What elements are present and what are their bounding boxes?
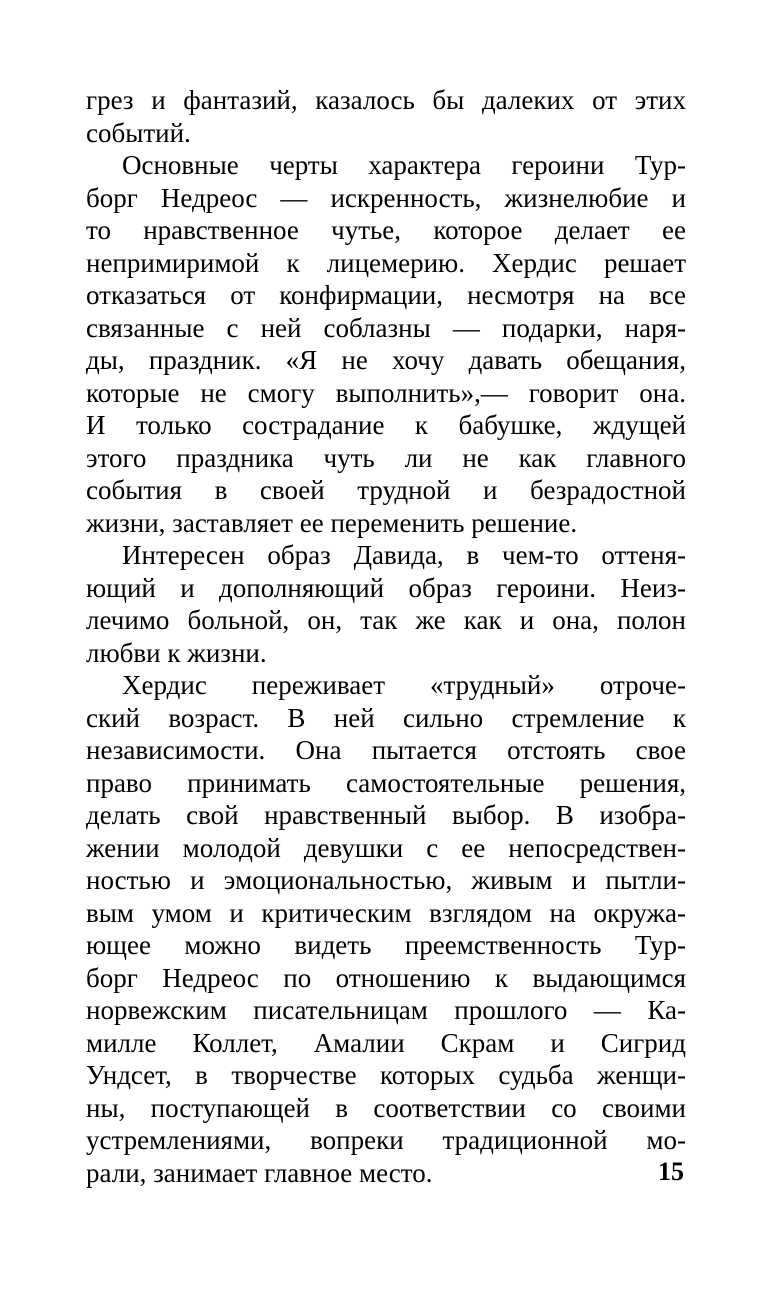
text-line: этого праздника чуть ли не как главного [86, 442, 686, 473]
text-line: Хердис переживает «трудный» отроче- [122, 670, 686, 700]
text-line: ны, поступающей в соответствии со своими [86, 1092, 686, 1123]
text-line: непримиримой к лицемерию. Хердис решает [86, 247, 686, 278]
text-line: милле Коллет, Амалии Скрам и Сигрид [86, 1027, 686, 1058]
text-line: независимости. Она пытается отстоять свое [86, 735, 686, 765]
text-line: событий. [86, 117, 191, 148]
text-line: любви к жизни. [86, 637, 267, 668]
text-line: устремлениями, вопреки традиционной мо- [86, 1125, 686, 1155]
text-line: которые не смогу выполнить»,— говорит она. [86, 377, 686, 408]
text-line: ностью и эмоциональностью, живым и пытли- [86, 865, 686, 895]
text-line: то нравственное чутье, которое делает ее [86, 215, 686, 245]
text-line: ющее можно видеть преемственность Тур- [86, 930, 686, 960]
text-line: Интересен образ Давида, в чем-то оттеня- [122, 540, 686, 570]
text-line: события в своей трудной и безрадостной [86, 475, 686, 505]
text-line: рали, занимает главное место. [86, 1157, 433, 1188]
text-line: ющий и дополняющий образ героини. Неиз- [86, 572, 686, 603]
text-line: жении молодой девушки с ее непосредствен- [86, 832, 686, 863]
text-line: делать свой нравственный выбор. В изобра- [86, 800, 686, 830]
text-line: Основные черты характера героини Тур- [122, 150, 686, 180]
text-line: связанные с ней соблазны — подарки, наря- [86, 312, 686, 343]
text-line: ский возраст. В ней сильно стремление к [86, 702, 686, 733]
text-line: Ундсет, в творчестве которых судьба женщи- [86, 1060, 686, 1090]
text-line: грез и фантазий, казалось бы далеких от этих [86, 85, 686, 115]
text-line: лечимо больной, он, так же как и она, полон [86, 605, 686, 635]
text-line: норвежским писательницам прошлого — Ка- [86, 995, 686, 1025]
text-line: жизни, заставляет ее переменить решение. [86, 507, 578, 538]
text-line: ды, праздник. «Я не хочу давать обещания, [86, 345, 686, 375]
text-line: борг Недреос по отношению к выдающимся [86, 962, 686, 993]
page-number: 15 [658, 1157, 684, 1186]
text-line: борг Недреос — искренность, жизнелюбие и [86, 182, 686, 213]
text-line: И только сострадание к бабушке, ждущей [86, 410, 686, 440]
body-text [86, 84, 686, 1189]
text-line: отказаться от конфирмации, несмотря на все [86, 280, 686, 310]
text-line: вым умом и критическим взглядом на окружа- [86, 897, 686, 928]
text-line: право принимать самостоятельные решения, [86, 767, 686, 798]
